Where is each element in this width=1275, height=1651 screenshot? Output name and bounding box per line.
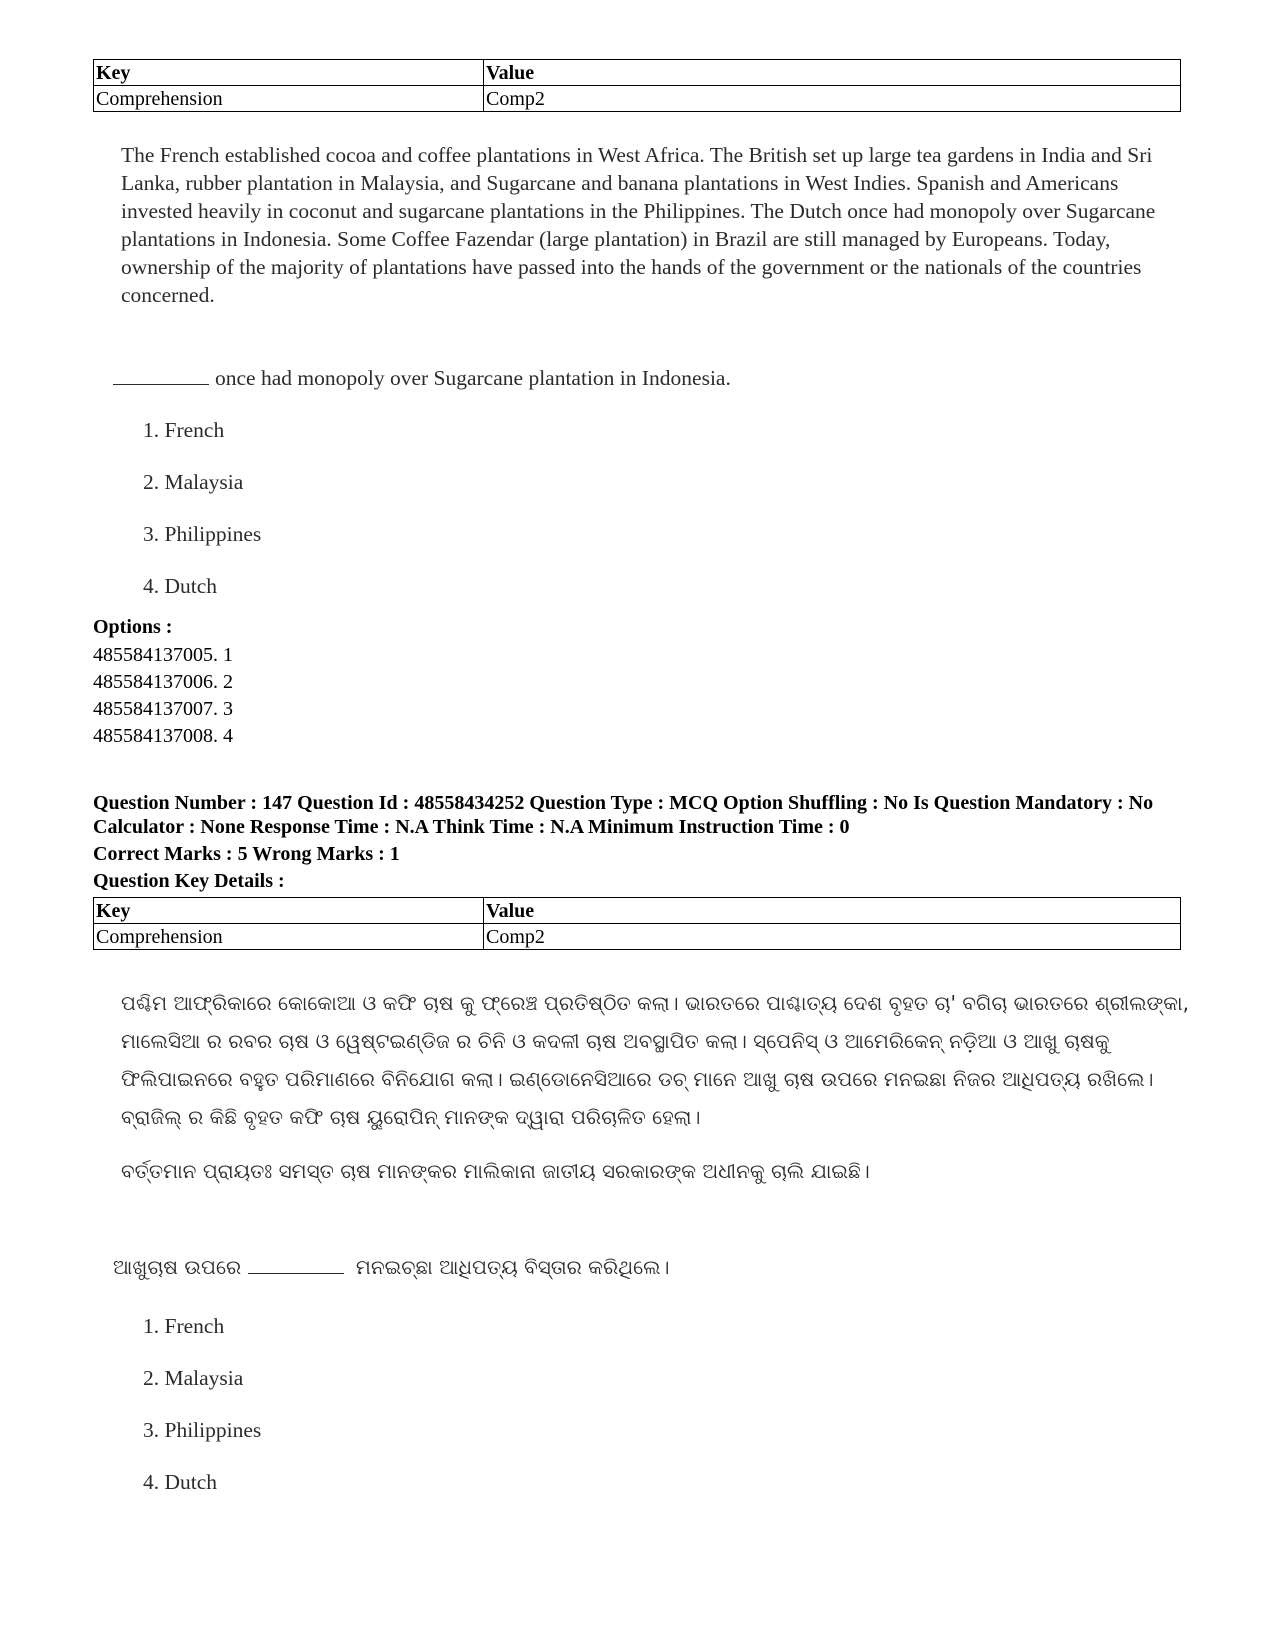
choice-item: 1. French [143, 1314, 225, 1338]
choice-item: 2. Malaysia [143, 470, 244, 494]
table-header-row [94, 60, 1181, 86]
choice-item: 3. Philippines [143, 1418, 262, 1442]
option-id: 485584137006. 2 [93, 671, 233, 693]
marks-info: Correct Marks : 5 Wrong Marks : 1 [93, 843, 400, 865]
passage-odia-2: ବର୍ତ୍ତମାନ ପ୍ରାୟତଃ ସମସ୍ତ ଚାଷ ମାନଙ୍କର ମାଲିକାନା ଜାତୀୟ ସରକାରଙ୍କ ଅଧୀନକୁ ଚାଲି ଯାଇଛି। [121, 1159, 870, 1183]
value-header: Value [484, 898, 1181, 924]
option-id: 485584137005. 1 [93, 644, 233, 666]
key-value-table [93, 59, 1181, 112]
value-cell: Comp2 [484, 924, 1181, 950]
question-text: once had monopoly over Sugarcane plantation in Indonesia. [215, 366, 731, 390]
options-label: Options : [93, 616, 173, 638]
key-value-table [93, 897, 1181, 950]
choice-item: 2. Malaysia [143, 1366, 244, 1390]
value-cell: Comp2 [484, 86, 1181, 112]
key-header: Key [94, 898, 484, 924]
choice-item: 3. Philippines [143, 522, 262, 546]
passage-odia [121, 984, 1191, 1136]
passage-line: ପଶ୍ଚିମ ଆଫ୍ରିକାରେ କୋକୋଆ ଓ କଫି ଚାଷ କୁ ଫ୍ରେଞ୍ଚ ପ୍ରତିଷ୍ଠିତ କଲା। ଭାରତରେ ପାଶ୍ଚାତ୍ୟ ଦେଶ ବୃହତ ଚା' ବଗିଚା ଭାରତରେ ଶ୍ରୀଲଙ୍କା, [121, 991, 1189, 1015]
passage-line: ଫିଲିପାଇନରେ ବହୁତ ପରିମାଣରେ ବିନିଯୋଗ କଲା। ଇଣ୍ଡୋନେସିଆରେ ଡଚ୍ ମାନେ ଆଖୁ ଚାଷ ଉପରେ ମନଇଛା ନିଜର ଆଧିପତ୍ୟ ରଖିଲେ। [121, 1067, 1154, 1091]
choice-item: 4. Dutch [143, 1470, 218, 1494]
blank-line [113, 366, 209, 385]
passage-line: ବ୍ରାଜିଲ୍ ର କିଛି ବୃହତ କଫି ଚାଷ ୟୁରୋପିନ୍ ମାନଙ୍କ ଦ୍ୱାରା ପରିଚାଳିତ ହେଲା। [121, 1105, 701, 1129]
passage-line: ମାଲେସିଆ ର ରବର ଚାଷ ଓ ୱେଷ୍ଟଇଣ୍ଡିଜ ର ଚିନି ଓ କଦଳୀ ଚାଷ ଅବସ୍ଥାପିତ କଲା। ସ୍ପେନିସ୍ ଓ ଆମେରିକେନ୍ ନଡ଼ିଆ ଓ ଆଖୁ ଚାଷକୁ [121, 1029, 1110, 1053]
value-header: Value [484, 60, 1181, 86]
question-meta: Question Number : 147 Question Id : 48558434252 Question Type : MCQ Option Shuffling : No Is Question Mandatory : No Calculator : None Response Time : N.A Think Time : N.A Minimum Instruction Time : 0 [93, 792, 1154, 838]
question-odia [113, 1255, 670, 1279]
choice-item: 1. French [143, 418, 225, 442]
option-id: 485584137007. 3 [93, 698, 233, 720]
table-row [94, 86, 1181, 112]
table-row [94, 924, 1181, 950]
choice-item: 4. Dutch [143, 574, 218, 598]
question-english [113, 366, 731, 391]
question-suffix: ମନଇଚ୍ଛା ଆଧିପତ୍ୟ ବିସ୍ତାର କରିଥିଲେ। [355, 1255, 670, 1279]
key-cell: Comprehension [94, 86, 484, 112]
key-details-label: Question Key Details : [93, 870, 285, 892]
passage-english: The French established cocoa and coffee plantations in West Africa. The British set up large tea gardens in India and Sri Lanka, rubber plantation in Malaysia, and Sugarcane and banana plantations in West Indies. Spanish and Americans invested heavily in coconut and sugarcane plantations in the Philippines. The Dutch once had monopoly over Sugarcane plantations in Indonesia. Some Coffee Fazendar (large plantation) in Brazil are still managed by Europeans. Today, ownership of the majority of plantations have passed into the hands of the government or the nationals of the countries concerned. [121, 143, 1156, 307]
option-id: 485584137008. 4 [93, 725, 233, 747]
table-header-row [94, 898, 1181, 924]
blank-line [248, 1255, 344, 1274]
key-cell: Comprehension [94, 924, 484, 950]
key-header: Key [94, 60, 484, 86]
question-prefix: ଆଖୁଚାଷ ଉପରେ [113, 1255, 242, 1279]
